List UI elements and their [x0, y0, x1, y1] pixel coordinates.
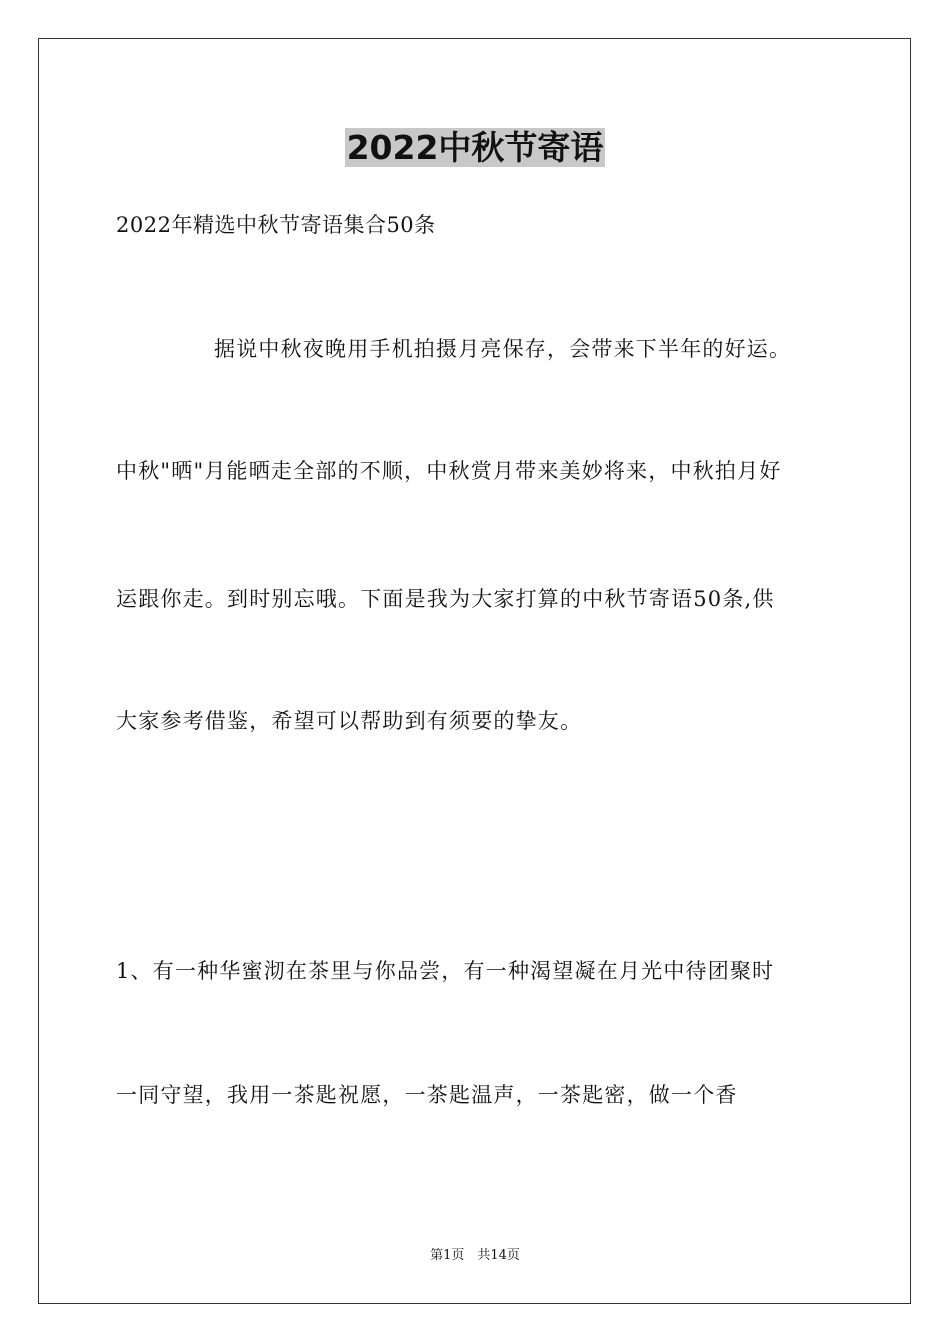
title-text: 2022中秋节寄语: [346, 128, 604, 167]
paragraph-line: 中秋"晒"月能晒走全部的不顺，中秋赏月带来美妙将来，中秋拍月好: [116, 459, 782, 483]
document-title: [0, 126, 950, 170]
page-footer: 第1页 共14页: [430, 1248, 520, 1263]
document-subtitle: 2022年精选中秋节寄语集合50条: [116, 213, 436, 237]
paragraph-line: 据说中秋夜晚用手机拍摄月亮保存，会带来下半年的好运。: [214, 337, 792, 361]
paragraph-line: 1、有一种华蜜沏在茶里与你品尝，有一种渴望凝在月光中待团聚时: [116, 959, 775, 983]
paragraph-line: 运跟你走。到时别忘哦。下面是我为大家打算的中秋节寄语50条,供: [116, 587, 775, 611]
paragraph-line: 大家参考借鉴，希望可以帮助到有须要的挚友。: [116, 709, 583, 733]
paragraph-line: 一同守望，我用一茶匙祝愿，一茶匙温声，一茶匙密，做一个香: [116, 1083, 738, 1107]
